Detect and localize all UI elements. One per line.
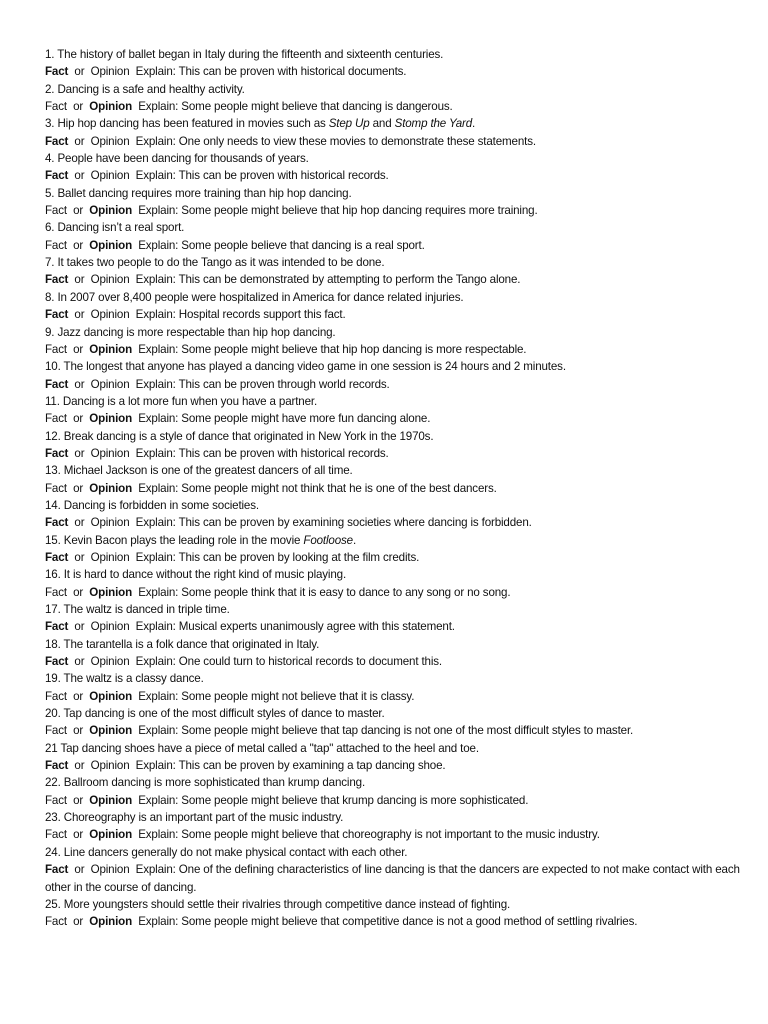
opinion-label: Opinion (90, 550, 130, 564)
statement-9: 9. Jazz dancing is more respectable than hip hop dancing. (45, 325, 336, 339)
explanation: Explain: Some people might believe that dancing is dangerous. (138, 100, 453, 114)
or-label: or (73, 828, 84, 842)
or-label: or (74, 655, 85, 669)
answer-5 (45, 202, 760, 219)
or-label: or (73, 412, 84, 426)
explanation: Explain: Some people might believe that tap dancing is not one of the most difficult styles to master. (138, 724, 634, 738)
opinion-label: Opinion (90, 446, 130, 460)
fact-label: Fact (45, 793, 67, 807)
opinion-label: Opinion (89, 412, 133, 426)
or-label: or (73, 724, 84, 738)
statement-12: 12. Break dancing is a style of dance that originated in New York in the 1970s. (45, 429, 434, 443)
fact-label: Fact (45, 620, 69, 634)
explanation: Explain: Some people might believe that choreography is not important to the music industry. (138, 828, 600, 842)
answer-1 (45, 63, 760, 80)
explanation: Explain: Musical experts unanimously agree with this statement. (135, 620, 455, 634)
or-label: or (74, 759, 85, 773)
explanation: Explain: One could turn to historical records to document this. (135, 655, 442, 669)
fact-label: Fact (45, 100, 67, 114)
statement-24: 24. Line dancers generally do not make physical contact with each other. (45, 845, 408, 859)
explanation: Explain: This can be proven with historical records. (135, 169, 389, 183)
answer-14 (45, 514, 760, 531)
answer-3 (45, 133, 760, 150)
movie-title: Step Up (328, 117, 370, 131)
explanation: Explain: Some people might believe that krump dancing is more sophisticated. (138, 793, 529, 807)
opinion-label: Opinion (90, 620, 130, 634)
opinion-label: Opinion (89, 915, 133, 929)
statement-10: 10. The longest that anyone has played a dancing video game in one session is 24 hours and 2 minutes. (45, 360, 566, 374)
answer-24 (45, 861, 760, 896)
statement-18: 18. The tarantella is a folk dance that originated in Italy. (45, 637, 320, 651)
fact-label: Fact (45, 377, 69, 391)
statement-20: 20. Tap dancing is one of the most difficult styles of dance to master. (45, 707, 385, 721)
or-label: or (74, 273, 85, 287)
answer-25 (45, 913, 760, 930)
statement-25: 25. More youngsters should settle their rivalries through competitive dance instead of fighting. (45, 897, 511, 911)
opinion-label: Opinion (89, 342, 133, 356)
fact-label: Fact (45, 915, 67, 929)
fact-label: Fact (45, 724, 67, 738)
statement-17: 17. The waltz is danced in triple time. (45, 603, 230, 616)
explanation: Explain: Some people might not believe that it is classy. (138, 689, 415, 703)
statement-13: 13. Michael Jackson is one of the greatest dancers of all time. (45, 464, 353, 478)
answer-7 (45, 271, 760, 288)
or-label: or (74, 516, 85, 530)
statement-22: 22. Ballroom dancing is more sophisticated than krump dancing. (45, 776, 366, 790)
fact-label: Fact (45, 689, 67, 703)
answer-4 (45, 167, 760, 184)
statement-14: 14. Dancing is forbidden in some societies. (45, 498, 259, 512)
fact-label: Fact (45, 342, 67, 356)
answer-2 (45, 98, 760, 115)
or-label: or (74, 550, 85, 564)
fact-label: Fact (45, 238, 67, 252)
statement-16: 16. It is hard to dance without the right kind of music playing. (45, 568, 347, 582)
fact-label: Fact (45, 412, 67, 426)
statement-3 (45, 115, 760, 132)
statement-8: 8. In 2007 over 8,400 people were hospitalized in America for dance related injuries. (45, 290, 464, 304)
or-label: or (74, 308, 85, 322)
explanation: Explain: One only needs to view these movies to demonstrate these statements. (135, 134, 536, 148)
or-label: or (73, 793, 84, 807)
answer-9 (45, 341, 760, 358)
statement-2: 2. Dancing is a safe and healthy activity. (45, 82, 245, 96)
fact-label: Fact (45, 585, 67, 599)
opinion-label: Opinion (89, 481, 133, 495)
fact-label: Fact (45, 759, 69, 773)
explanation: Explain: Some people might not think that he is one of the best dancers. (138, 481, 497, 495)
fact-label: Fact (45, 481, 67, 495)
fact-label: Fact (45, 550, 69, 564)
opinion-label: Opinion (90, 516, 130, 530)
answer-17 (45, 618, 760, 635)
answer-20 (45, 722, 760, 739)
or-label: or (74, 377, 85, 391)
statement-1: 1. The history of ballet began in Italy during the fifteenth and sixteenth centuries. (45, 48, 444, 61)
fact-label: Fact (45, 204, 67, 218)
answer-10 (45, 376, 760, 393)
answer-11 (45, 410, 760, 427)
explanation: Explain: Hospital records support this fact. (135, 308, 346, 322)
or-label: or (74, 134, 85, 148)
answer-23 (45, 826, 760, 843)
worksheet (45, 46, 760, 931)
explanation: Explain: Some people might believe that hip hop dancing requires more training. (138, 204, 538, 218)
statement-text: . (472, 117, 476, 131)
movie-title: Footloose (303, 533, 353, 547)
or-label: or (73, 238, 84, 252)
explanation: Explain: This can be proven through world records. (135, 377, 390, 391)
statement-7: 7. It takes two people to do the Tango as it was intended to be done. (45, 256, 385, 270)
or-label: or (73, 342, 84, 356)
opinion-label: Opinion (89, 689, 133, 703)
or-label: or (73, 585, 84, 599)
opinion-label: Opinion (90, 308, 130, 322)
or-label: or (74, 863, 85, 877)
opinion-label: Opinion (90, 273, 130, 287)
statement-19: 19. The waltz is a classy dance. (45, 672, 204, 686)
fact-label: Fact (45, 169, 69, 183)
statement-4: 4. People have been dancing for thousands of years. (45, 152, 309, 166)
answer-8 (45, 306, 760, 323)
movie-title: Stomp the Yard (394, 117, 472, 131)
explanation: Explain: Some people might believe that competitive dance is not a good method of settling rivalries. (138, 915, 638, 929)
opinion-label: Opinion (89, 828, 133, 842)
opinion-label: Opinion (89, 724, 133, 738)
answer-6 (45, 237, 760, 254)
opinion-label: Opinion (90, 169, 130, 183)
statement-11: 11. Dancing is a lot more fun when you have a partner. (45, 394, 318, 408)
or-label: or (73, 689, 84, 703)
statement-text: 3. Hip hop dancing has been featured in movies such as (45, 117, 329, 131)
statement-23: 23. Choreography is an important part of the music industry. (45, 811, 344, 825)
or-label: or (73, 100, 84, 114)
opinion-label: Opinion (89, 585, 133, 599)
opinion-label: Opinion (89, 793, 133, 807)
fact-label: Fact (45, 273, 69, 287)
or-label: or (73, 204, 84, 218)
answer-21 (45, 757, 760, 774)
explanation: Explain: This can be proven by examining societies where dancing is forbidden. (135, 516, 532, 530)
or-label: or (73, 915, 84, 929)
opinion-label: Opinion (90, 65, 130, 79)
statement-15 (45, 532, 760, 549)
explanation: Explain: Some people think that it is easy to dance to any song or no song. (138, 585, 511, 599)
opinion-label: Opinion (90, 377, 130, 391)
opinion-label: Opinion (89, 204, 133, 218)
answer-13 (45, 480, 760, 497)
statement-6: 6. Dancing isn’t a real sport. (45, 221, 185, 235)
fact-label: Fact (45, 308, 69, 322)
opinion-label: Opinion (90, 134, 130, 148)
explanation: Explain: This can be proven with historical documents. (135, 65, 407, 79)
opinion-label: Opinion (90, 655, 130, 669)
opinion-label: Opinion (89, 238, 133, 252)
answer-16 (45, 584, 760, 601)
answer-18 (45, 653, 760, 670)
statement-text: and (369, 117, 395, 131)
explanation: Explain: This can be proven by examining a tap dancing shoe. (135, 759, 446, 773)
explanation: Explain: This can be demonstrated by attempting to perform the Tango alone. (135, 273, 521, 287)
fact-label: Fact (45, 446, 69, 460)
statement-5: 5. Ballet dancing requires more training than hip hop dancing. (45, 186, 352, 200)
explanation: Explain: Some people might have more fun dancing alone. (138, 412, 431, 426)
answer-15 (45, 549, 760, 566)
answer-12 (45, 445, 760, 462)
or-label: or (74, 169, 85, 183)
statement-text: 15. Kevin Bacon plays the leading role in the movie (45, 533, 304, 547)
fact-label: Fact (45, 655, 69, 669)
fact-label: Fact (45, 516, 69, 530)
explanation: Explain: One of the defining characteristics of line dancing is that the dancers are expected to not make contact with each other in the course of dancing. (45, 863, 740, 894)
explanation: Explain: Some people believe that dancing is a real sport. (138, 238, 425, 252)
answer-19 (45, 688, 760, 705)
opinion-label: Opinion (90, 863, 130, 877)
opinion-label: Opinion (90, 759, 130, 773)
explanation: Explain: This can be proven with historical records. (135, 446, 389, 460)
explanation: Explain: This can be proven by looking at the film credits. (135, 550, 420, 564)
explanation: Explain: Some people might believe that hip hop dancing is more respectable. (138, 342, 527, 356)
answer-22 (45, 792, 760, 809)
statement-21: 21 Tap dancing shoes have a piece of metal called a "tap" attached to the heel and toe. (45, 741, 479, 755)
or-label: or (74, 620, 85, 634)
or-label: or (74, 446, 85, 460)
opinion-label: Opinion (89, 100, 133, 114)
fact-label: Fact (45, 863, 69, 877)
fact-label: Fact (45, 828, 67, 842)
statement-text: . (352, 533, 357, 547)
fact-label: Fact (45, 65, 69, 79)
or-label: or (74, 65, 85, 79)
or-label: or (73, 481, 84, 495)
fact-label: Fact (45, 134, 69, 148)
